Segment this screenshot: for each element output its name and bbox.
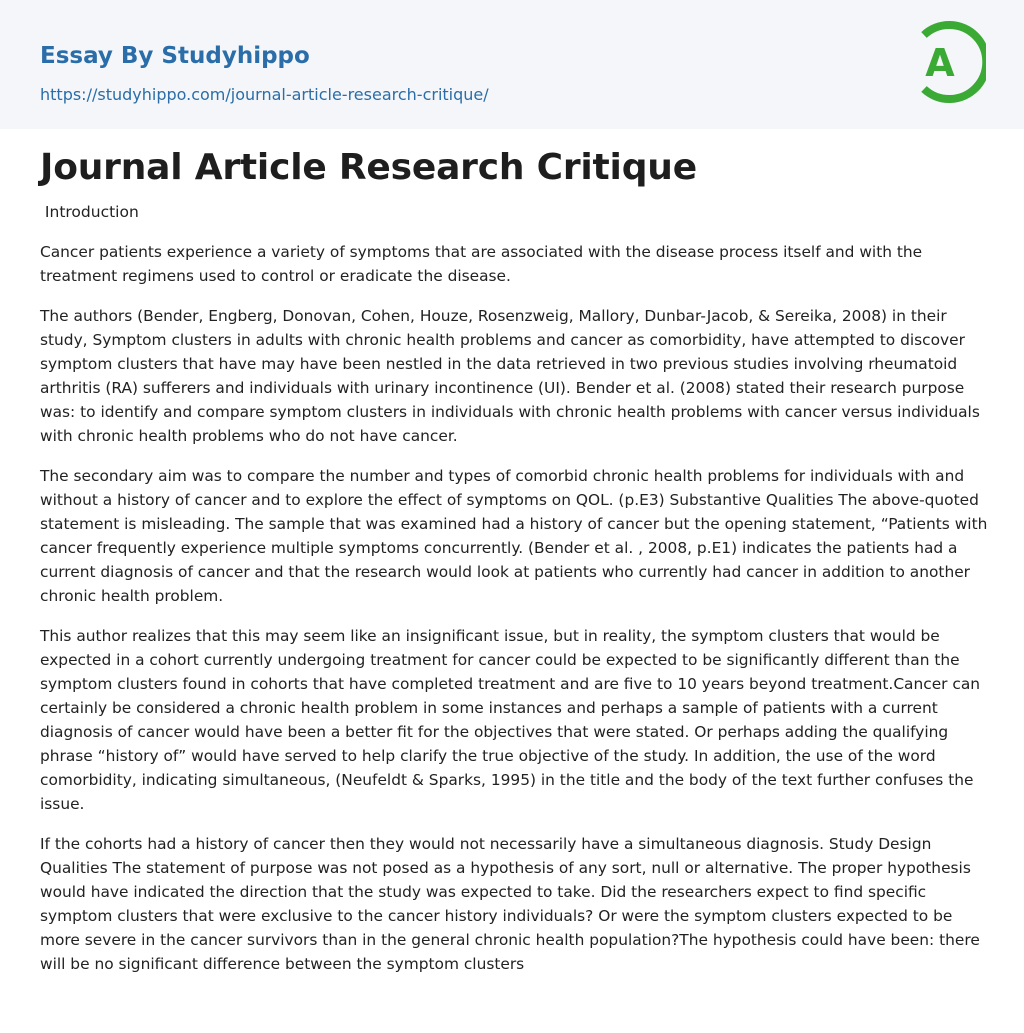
paragraph-2: The authors (Bender, Engberg, Donovan, Cohen, Houze, Rosenzweig, Mallory, Dunbar-Jacob, & Sereika, 2008) in their study, Symptom clusters in adults with chronic health problems and cancer as comorbidity, have attempted to discover symptom clusters that have may have been nestled in the data retrieved in two previous studies involving rheumatoid arthritis (RA) sufferers and individuals with urinary incontinence (UI). Bender et al. (2008) stated their research purpose was: to identify and compare symptom clusters in individuals with chronic health problems with cancer versus individuals with chronic health problems who do not have cancer. <box>40 307 980 445</box>
paragraph-5: If the cohorts had a history of cancer then they would not necessarily have a simultaneous diagnosis. Study Design Qualities The statement of purpose was not posed as a hypothesis of any sort, null or alternative. The proper hypothesis would have indicated the direction that the study was expected to take. Did the researchers expect to find specific symptom clusters that were exclusive to the cancer history individuals? Or were the symptom clusters expected to be more severe in the cancer survivors than in the general chronic health population?The hypothesis could have been: there will be no significant difference between the symptom clusters <box>40 835 980 973</box>
paragraph-4: This author realizes that this may seem like an insignificant issue, but in reality, the symptom clusters that would be expected in a cohort currently undergoing treatment for cancer could be expected to be significantly different than the symptom clusters found in cohorts that have completed treatment and are five to 10 years beyond treatment.Cancer can certainly be considered a chronic health problem in some instances and perhaps a sample of patients with a current diagnosis of cancer would have been a better fit for the objectives that were stated. Or perhaps adding the qualifying phrase “history of” would have served to help clarify the true objective of the study. In addition, the use of the word comorbidity, indicating simultaneous, (Neufeldt & Sparks, 1995) in the title and the body of the text further confuses the issue. <box>40 627 981 813</box>
paragraph-3: The secondary aim was to compare the number and types of comorbid chronic health problems for individuals with and without a history of cancer and to explore the effect of symptoms on QOL. (p.E3) Substantive Qualities The above-quoted statement is misleading. The sample that was examined had a history of cancer but the opening statement, “Patients with cancer frequently experience multiple symptoms concurrently. (Bender et al. , 2008, p.E1) indicates the patients had a current diagnosis of cancer and that the research would look at patients who currently had cancer in addition to another chronic health problem. <box>40 467 988 605</box>
site-brand[interactable]: Essay By Studyhippo <box>40 43 310 69</box>
logo-letter: A <box>925 41 955 85</box>
intro-heading: Introduction <box>40 203 139 221</box>
essay-url-link[interactable]: https://studyhippo.com/journal-article-research-critique/ <box>40 85 489 104</box>
paragraph-1: Cancer patients experience a variety of symptoms that are associated with the disease process itself and with the treatment regimens used to control or eradicate the disease. <box>40 243 923 285</box>
article-body <box>40 240 988 992</box>
article-title: Journal Article Research Critique <box>40 147 697 188</box>
studyhippo-logo-icon[interactable] <box>912 19 986 105</box>
